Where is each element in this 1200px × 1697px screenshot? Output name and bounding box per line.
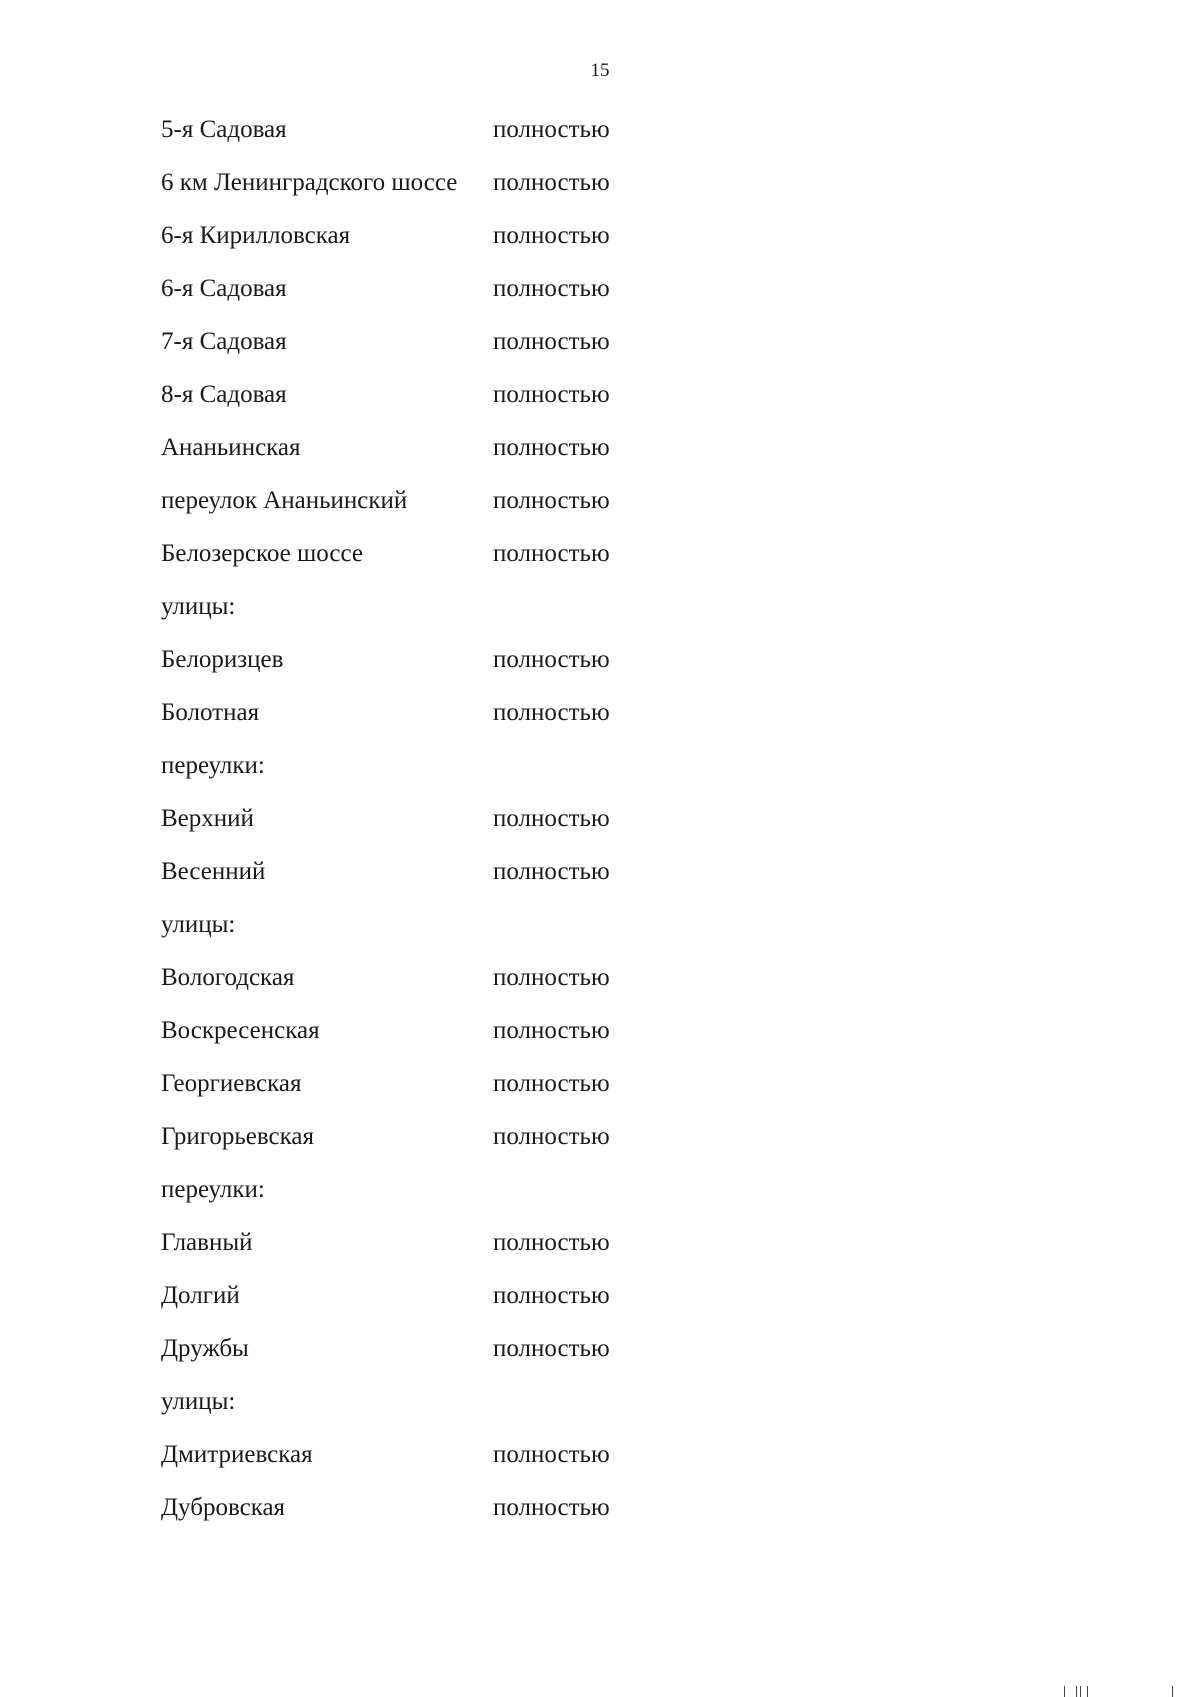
section-heading-label: улицы:	[161, 911, 236, 938]
section-heading	[161, 909, 861, 941]
street-name: Георгиевская	[161, 1070, 302, 1097]
coverage-status: полностью	[493, 1282, 610, 1309]
list-item	[161, 167, 861, 199]
coverage-status: полностью	[493, 646, 610, 673]
scan-marks	[1060, 1686, 1180, 1697]
list-item	[161, 538, 861, 570]
coverage-status: полностью	[493, 222, 610, 249]
coverage-status: полностью	[493, 1017, 610, 1044]
list-item	[161, 1439, 861, 1471]
scan-mark	[1087, 1686, 1088, 1697]
section-heading	[161, 591, 861, 623]
section-heading-label: переулки:	[161, 752, 265, 779]
coverage-status: полностью	[493, 699, 610, 726]
coverage-status: полностью	[493, 381, 610, 408]
list-item	[161, 1227, 861, 1259]
street-name: 6 км Ленинградского шоссе	[161, 169, 458, 196]
street-name: Ананьинская	[161, 434, 301, 461]
list-item	[161, 1068, 861, 1100]
list-item	[161, 379, 861, 411]
street-name: Весенний	[161, 858, 266, 885]
street-name: Белозерское шоссе	[161, 540, 363, 567]
street-name: Болотная	[161, 699, 260, 726]
coverage-status: полностью	[493, 169, 610, 196]
coverage-status: полностью	[493, 434, 610, 461]
coverage-status: полностью	[493, 1441, 610, 1468]
list-item	[161, 114, 861, 146]
street-name: 5-я Садовая	[161, 116, 287, 143]
list-item	[161, 432, 861, 464]
street-name: 6-я Кирилловская	[161, 222, 351, 249]
list-item	[161, 856, 861, 888]
coverage-status: полностью	[493, 964, 610, 991]
coverage-status: полностью	[493, 858, 610, 885]
coverage-status: полностью	[493, 328, 610, 355]
street-name: 6-я Садовая	[161, 275, 287, 302]
list-item	[161, 1492, 861, 1524]
street-name: переулок Ананьинский	[161, 487, 408, 514]
section-heading-label: переулки:	[161, 1176, 265, 1203]
list-item	[161, 485, 861, 517]
coverage-status: полностью	[493, 805, 610, 832]
section-heading	[161, 1174, 861, 1206]
coverage-status: полностью	[493, 1123, 610, 1150]
coverage-status: полностью	[493, 487, 610, 514]
street-name: 8-я Садовая	[161, 381, 287, 408]
section-heading-label: улицы:	[161, 593, 236, 620]
coverage-status: полностью	[493, 1494, 610, 1521]
list-item	[161, 1333, 861, 1365]
coverage-status: полностью	[493, 540, 610, 567]
street-name: Дмитриевская	[161, 1441, 313, 1468]
street-list	[161, 114, 861, 1545]
scan-mark	[1172, 1686, 1173, 1697]
street-name: Главный	[161, 1229, 253, 1256]
list-item	[161, 1015, 861, 1047]
street-name: Григорьевская	[161, 1123, 315, 1150]
list-item	[161, 273, 861, 305]
list-item	[161, 220, 861, 252]
coverage-status: полностью	[493, 1335, 610, 1362]
page-number: 15	[590, 60, 610, 81]
coverage-status: полностью	[493, 116, 610, 143]
street-name: Воскресенская	[161, 1017, 320, 1044]
scan-mark	[1076, 1686, 1077, 1697]
street-name: Белоризцев	[161, 646, 284, 673]
list-item	[161, 326, 861, 358]
list-item	[161, 697, 861, 729]
coverage-status: полностью	[493, 1070, 610, 1097]
street-name: Вологодская	[161, 964, 295, 991]
list-item	[161, 1280, 861, 1312]
street-name: Долгий	[161, 1282, 240, 1309]
section-heading	[161, 1386, 861, 1418]
section-heading-label: улицы:	[161, 1388, 236, 1415]
coverage-status: полностью	[493, 275, 610, 302]
list-item	[161, 803, 861, 835]
street-name: Дружбы	[161, 1335, 249, 1362]
scan-mark	[1080, 1686, 1081, 1697]
list-item	[161, 644, 861, 676]
street-name: Дубровская	[161, 1494, 286, 1521]
list-item	[161, 1121, 861, 1153]
list-item	[161, 962, 861, 994]
scan-mark	[1064, 1686, 1065, 1697]
street-name: Верхний	[161, 805, 254, 832]
section-heading	[161, 750, 861, 782]
coverage-status: полностью	[493, 1229, 610, 1256]
street-name: 7-я Садовая	[161, 328, 287, 355]
